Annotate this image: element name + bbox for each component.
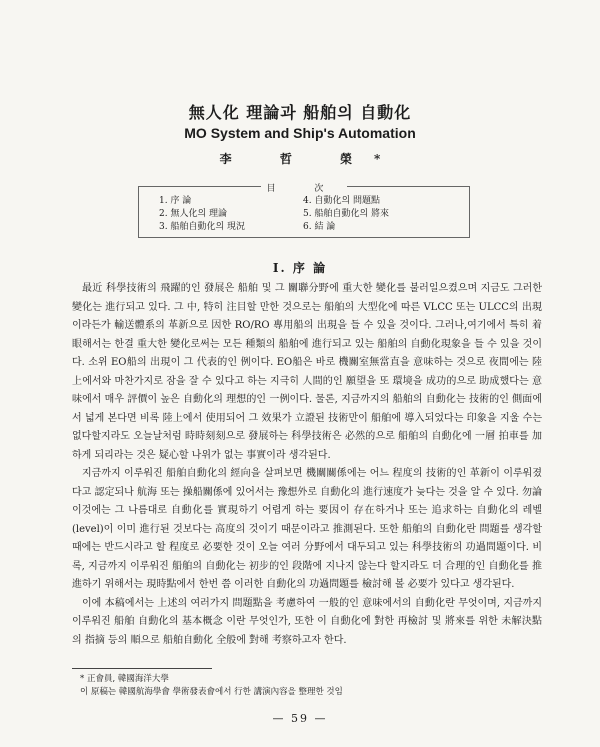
footnote-divider xyxy=(72,668,212,669)
paragraph-1: 最近 科學技術의 飛躍的인 發展은 船舶 및 그 關聯分野에 重大한 變化를 불러일으켰으며 지금도 그러한 變化는 進行되고 있다. 그 中, 特히 注目할 만한 것으로는 船舶의 大型化에 따른 VLCC 또는 ULCC의 出現이라든가 輸送體系의 革新으로 因한 RO/RO 專用船의 出現을 들 수 있을 것이다. 그러나,여기에서 특히 着眼해서는 한결 重大한 變化로써는 모든 種類의 船舶에 進行되고 있는 船舶의 自動化現象을 들 수 있을 것이다. 소위 EO船의 出現이 그 代表的인 例이다. EO船은 바로 機關室無當直을 意味하는 것으로 夜間에는 陸上에서와 마찬가지로 잠을 잘 수 있다고 하는 지극히 人間的인 願望을 또 環境을 成功的으로 助成했다는 意味에서 매우 評價이 높은 自動化의 理想的인 一例이다. 물론, 지금까지의 船舶의 自動化는 技術的인 側面에서 넓게 본다면 비록 陸上에서 使用되어 그 效果가 立證된 技術만이 船舶에 導入되었다는 印象을 지울 수는 없다할지라도 오늘날처럼 時時刻刻으로 發展하는 科學技術은 必然的으로 船舶의 自動化에 一層 拍車를 加하게 되리라는 것은 疑心할 나위가 없는 事實이라 생각된다. xyxy=(72,283,542,461)
table-of-contents xyxy=(138,186,470,238)
toc-title: 目 次 xyxy=(261,184,348,194)
title-english: MO System and Ship's Automation xyxy=(184,125,416,141)
toc-item: 2. 無人化의 理論 xyxy=(159,209,228,219)
paragraph-2: 지금까지 이루워진 船舶自動化의 經向을 살펴보면 機關關係에는 어느 程度의 技術的인 革新이 이루워졌다고 認定되나 航海 또는 操船關係에 있어서는 豫想外로 自動化의 進行速度가 늦다는 것을 알 수 있다. 勿論 이것에는 그 나름대로 自動化를 實現하기 어렵게 하는 要因이 存在하거나 또는 追求하는 自動化의 레벨(level)이 이미 進行된 것보다는 高度의 것이기 때문이라고 推測된다. 또한 船舶의 自動化란 問題를 생각할 때에는 반드시라고 할 程度로 必要한 것이 오늘 여러 分野에서 대두되고 있는 科學技術의 功過問題이다. 비록, 지금까지 이루워진 船舶의 自動化는 初步的인 段階에 지나지 않는다 할지라도 더 合理的인 自動化를 推進하기 위해서는 現時點에서 한번 쯤 이러한 自動化의 功過問題를 檢討해 볼 必要가 있다고 생각된다. xyxy=(72,468,542,590)
toc-left-column xyxy=(159,195,245,234)
author-name: 李 哲 榮* xyxy=(219,152,403,166)
toc-item: 6. 結 論 xyxy=(303,222,336,232)
toc-item: 5. 船舶自動化의 將來 xyxy=(303,209,390,219)
toc-title-wrap xyxy=(139,181,469,194)
footnote-source: 이 原稿는 韓國航海學會 學術發表會에서 行한 講演內容을 整理한 것임 xyxy=(80,687,343,697)
body-text xyxy=(72,280,542,650)
toc-item: 4. 自動化의 問題點 xyxy=(303,196,381,206)
page-number: — 59 — xyxy=(272,712,328,725)
toc-right-column xyxy=(303,195,389,234)
footnote-author: * 正會員, 韓國海洋大學 xyxy=(80,674,169,684)
toc-item: 3. 船舶自動化의 現況 xyxy=(159,222,246,232)
title-korean: 無人化 理論과 船舶의 自動化 xyxy=(188,103,412,122)
paragraph-3: 이에 本稿에서는 上述의 여러가지 問題點을 考慮하여 一般的인 意味에서의 自動化란 무엇이며, 지금까지 이루워진 船舶 自動化의 基本概念 이란 무엇인가, 또한 이 自動化에 對한 再檢討 및 將來를 위한 未解決點의 指摘 등의 順으로 船舶自動化 全般에 對해 考察하고자 한다. xyxy=(72,597,542,646)
section-heading: I. 序 論 xyxy=(272,261,328,275)
toc-item: 1. 序 論 xyxy=(159,196,192,206)
